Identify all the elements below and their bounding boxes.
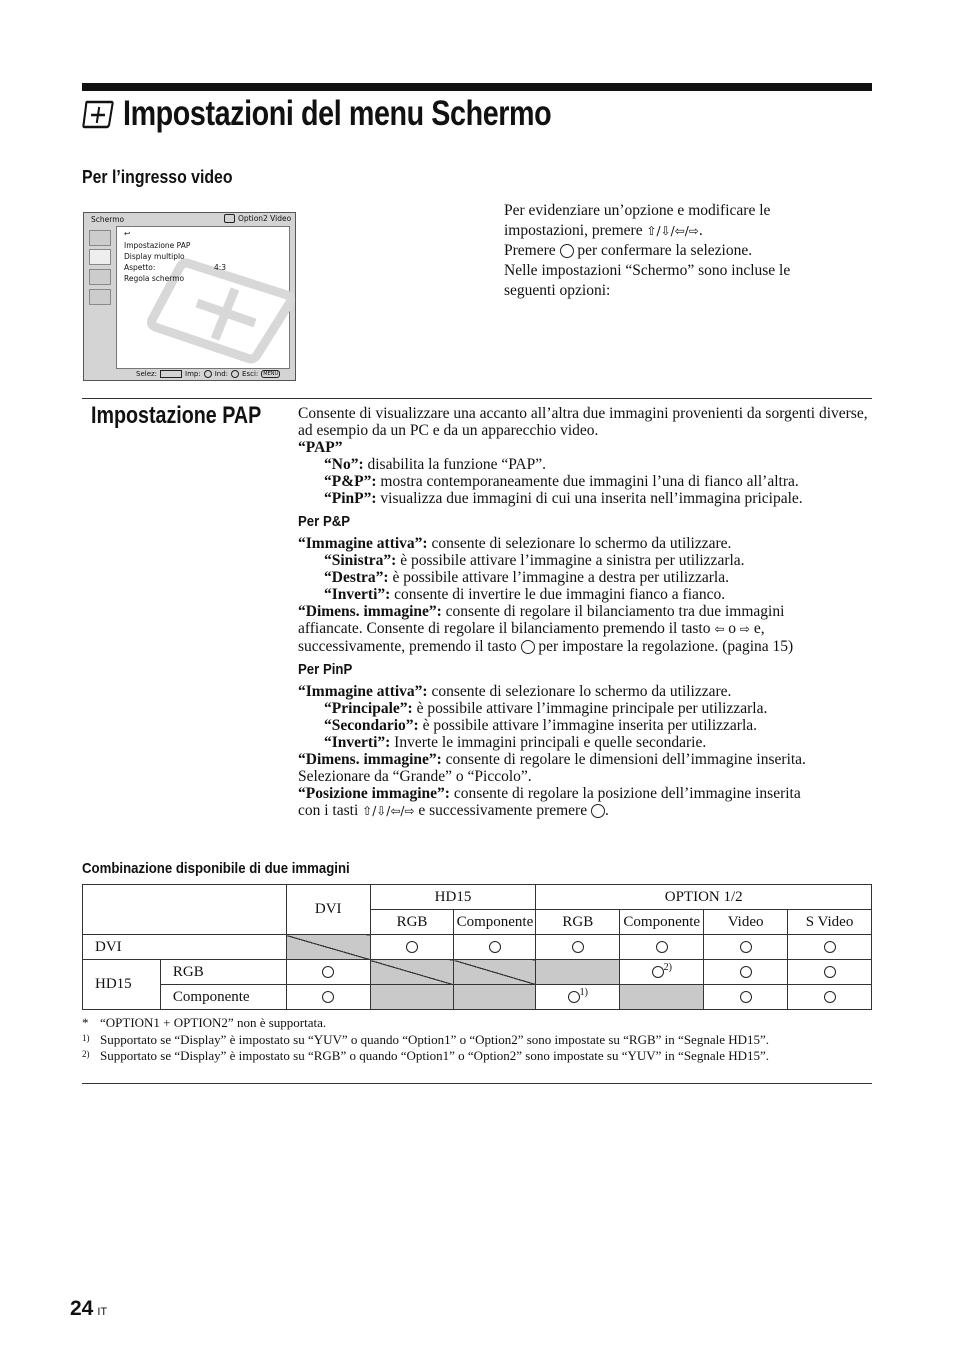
supported-cell [620,935,704,960]
combo-heading: Combinazione disponibile di due immagini [82,860,350,877]
footnote-1: Supportato se “Display” è impostato su “YUV” o quando “Option1” o “Option2” sono impostate su “RGB” in “Segnale HD15”. [100,1031,770,1047]
unavailable-cell [536,960,620,985]
table-row-hd15-rgb [83,960,872,985]
pap-intro: Consente di visualizzare una accanto all’altra due immagini provenienti da sorgenti diverse, ad esempio da un PC e da un apparecchio video. [298,405,868,439]
supported-mark-icon [568,991,580,1003]
screen-menu-source: Option2 Video [238,214,292,223]
combination-table [82,884,872,1010]
options-menu-icon [89,289,111,305]
table-row-dvi [83,935,872,960]
supported-cell [704,935,788,960]
arrow-keys-icon: ⇧/⇩/⇦/⇨ [646,224,699,238]
row-header-component: Componente [160,985,286,1010]
back-key-icon [231,370,239,378]
unavailable-cell [454,985,536,1010]
supported-cell [704,960,788,985]
table-corner-cell [83,885,287,935]
supported-cell [454,935,536,960]
menu-item-pap: Impostazione PAP [124,241,191,250]
page-number: 24 IT [70,1297,108,1320]
col-header-option: OPTION 1/2 [536,885,872,910]
subcol-option-svideo: S Video [788,910,872,935]
unavailable-cell [370,985,454,1010]
subcol-option-rgb: RGB [536,910,620,935]
supported-cell [788,935,872,960]
supported-mark-icon [824,966,836,978]
supported-mark-icon [656,941,668,953]
menu-item-aspect: Aspetto: [124,263,156,272]
supported-mark-icon [824,941,836,953]
supported-cell [370,935,454,960]
supported-mark-icon [824,991,836,1003]
pinp-heading: Per PinP [298,661,353,678]
supported-cell [286,985,370,1010]
picture-menu-icon [89,230,111,246]
row-header-hd15: HD15 [83,960,161,1010]
supported-mark-icon [406,941,418,953]
screen-menu-thumbnail [83,212,296,381]
unavailable-cell [286,935,370,960]
title-bar [82,83,872,91]
subcol-option-video: Video [704,910,788,935]
supported-cell: 1) [536,985,620,1010]
table-footnotes: * “OPTION1 + OPTION2” non è supportata. 1) Supportato se “Display” è impostato su “YUV” o quando “Option1” o “Option2” sono impostate su “RGB” in “Segnale HD15”. 2) Supportato se “Display” è impostato su “RGB” o quando “Option1” o “Option2” sono impostate su “YUV” in “Segnale HD15”. [82,1015,770,1063]
col-header-hd15: HD15 [370,885,536,910]
supported-mark-icon [740,991,752,1003]
menu-item-aspect-value: 4:3 [214,263,227,272]
screen-menu-icon-selected [89,249,111,265]
supported-cell: 2) [620,960,704,985]
subcol-hd15-rgb: RGB [370,910,454,935]
setup-menu-icon [89,269,111,285]
col-header-dvi: DVI [286,885,370,935]
pp-heading: Per P&P [298,513,351,530]
supported-cell [704,985,788,1010]
enter-key-icon [204,370,212,378]
source-icon [224,214,235,223]
unavailable-cell [620,985,704,1010]
enter-key-icon [521,640,535,654]
supported-mark-icon [322,966,334,978]
page-title [82,94,551,134]
enter-key-icon [591,804,605,818]
supported-mark-icon [740,966,752,978]
page-lang: IT [97,1306,108,1318]
unavailable-cell [370,960,454,985]
subcol-option-component: Componente [620,910,704,935]
back-icon: ↩ [124,229,131,238]
menu-item-multi-display: Display multiplo [124,252,185,261]
footnote-2: Supportato se “Display” è impostato su “RGB” o quando “Option1” o “Option2” sono impostate su “YUV” in “Segnale HD15”. [100,1048,770,1063]
arrow-keys-icon: ⇧/⇩/⇦/⇨ [362,804,415,818]
supported-mark-icon [740,941,752,953]
pap-heading: Impostazione PAP [91,402,262,429]
supported-mark-icon [652,966,664,978]
supported-cell [788,960,872,985]
menu-key-icon: MENU [263,371,279,377]
row-header-rgb: RGB [160,960,286,985]
subcol-hd15-component: Componente [454,910,536,935]
screen-menu-icon [82,98,115,130]
supported-cell [286,960,370,985]
screen-menu-title: Schermo [91,215,125,224]
select-keys-icon [160,370,182,378]
screen-menu-footer: Selez: Imp: Ind: Esci: MENU [136,370,279,378]
pap-body: Consente di visualizzare una accanto all’altra due immagini provenienti da sorgenti diverse, ad esempio da un PC e da un apparecchio video. “PAP” “No”: disabilita la funzione “PAP”. “P&P”: mostra contemporaneamente due immagini l’una di fianco all’altra. “PinP”: visualizza due immagini di cui una inserita nell’immagina pricipale. Per P&P “Immagine attiva”: consente di selezionare lo schermo da utilizzare. “Sinistra”: è possibile attivare l’immagine a sinistra per utilizzarla. “Destra”: è possibile attivare l’immagine a destra per utilizzarla. “Inverti”: consente di invertire le due immagini fianco a fianco. “Dimens. immagine”: consente di regolare il bilanciamento tra due immagini affiancate. Consente di regolare il bilanciamento premendo il tasto ⇦ o ⇨ e, successivamente, premendo il tasto per impostare la regolazione. (pagina 15) Per PinP “Immagine attiva”: consente di selezionare lo schermo da utilizzare. “Principale”: è possibile attivare l’immagine principale per utilizzarla. “Secondario”: è possibile attivare l’immagine inserita per utilizzarla. “Inverti”: Inverte le immagini principali e quelle secondarie. “Dimens. immagine”: consente di regolare le dimensioni dell’immagine inserita. Selezionare da “Grande” o “Piccolo”. “Posizione immagine”: consente di regolare la posizione dell’immagine inserita con i tasti ⇧/⇩/⇦/⇨ e successivamente premere . [298,405,876,820]
pap-label: “PAP” [298,439,343,456]
supported-cell [536,935,620,960]
menu-item-adjust-screen: Regola schermo [124,274,185,283]
supported-mark-icon [572,941,584,953]
supported-cell [788,985,872,1010]
video-intro-text: Per evidenziare un’opzione e modificare le impostazioni, premere ⇧/⇩/⇦/⇨. Premere per confermare la selezione. Nelle impostazioni “Schermo” sono incluse le seguenti opzioni: [504,202,791,299]
page-title-text: Impostazioni del menu Schermo [123,94,552,133]
left-arrow-icon: ⇦ [714,622,725,636]
right-arrow-icon: ⇨ [739,622,750,636]
supported-mark-icon [322,991,334,1003]
screen-menu-panel [116,226,290,369]
video-input-heading: Per l’ingresso video [82,167,233,187]
enter-key-icon [560,244,574,258]
footnote-star: “OPTION1 + OPTION2” non è supportata. [100,1015,327,1030]
table-row-hd15-component [83,985,872,1010]
table-header-row [83,885,872,910]
supported-mark-icon [489,941,501,953]
row-header-dvi: DVI [83,935,287,960]
bottom-divider [82,1083,872,1084]
unavailable-cell [454,960,536,985]
section-divider [82,398,872,399]
